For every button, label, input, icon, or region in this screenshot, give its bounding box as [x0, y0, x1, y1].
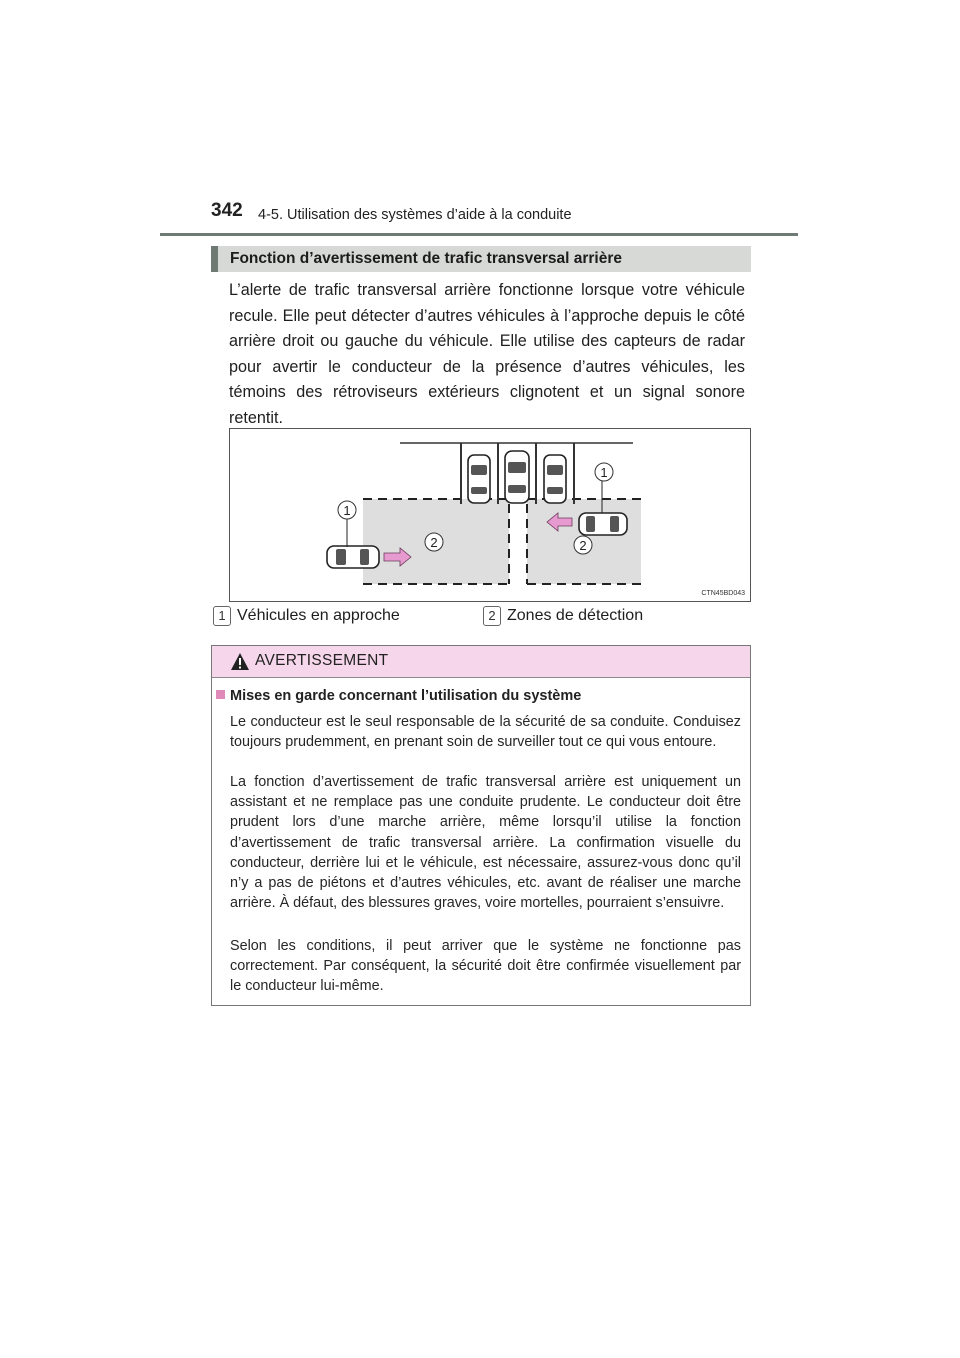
warning-icon [230, 652, 250, 671]
figure-code: CTN45BD043 [701, 590, 745, 597]
parked-car [468, 455, 490, 503]
callout-label: 1 [343, 503, 351, 518]
chapter-title: 4-5. Utilisation des systèmes d’aide à la conduite [258, 207, 572, 223]
warning-paragraph: Le conducteur est le seul responsable de la sécurité de sa conduite. Conduisez toujours prudemment, en prenant soin de surveiller tout ce qui vous entoure. [230, 714, 741, 751]
callout-1-left [338, 501, 356, 519]
callout-2-left [425, 533, 443, 551]
reversing-car [505, 451, 529, 503]
approaching-car-right [579, 513, 627, 535]
callout-1-right [595, 463, 613, 481]
callout-label: 2 [430, 535, 438, 550]
legend-number: 2 [483, 606, 501, 626]
page-number: 342 [211, 200, 243, 221]
legend-item [483, 606, 643, 628]
warning-paragraph: La fonction d’avertissement de trafic transversal arrière est uniquement un assistant et ne remplace pas une conduite prudente. Le conducteur doit être prudent lors d’une marche arrière, même lorsqu’il utilise la fonction d’avertissement de trafic transversal arrière. La confirmation visuelle du conducteur, derrière lui et le véhicule, est nécessaire, assurez-vous donc qu’il n’y a pas de piétons et d’autres véhicules, etc. avant de réaliser une marche arrière. À défaut, des blessures graves, voire mortelles, pourraient s’ensuivre. [230, 774, 741, 912]
legend-number: 1 [213, 606, 231, 626]
header-rule [160, 233, 798, 236]
warning-bullet-title: Mises en garde concernant l’utilisation du système [230, 688, 582, 704]
warning-title: AVERTISSEMENT [255, 652, 389, 669]
intro-paragraph: L’alerte de trafic transversal arrière fonctionne lorsque votre véhicule recule. Elle peut détecter d’autres véhicules à l’approche depuis le côté arrière droit ou gauche du véhicule. Elle utilise des capteurs de radar pour avertir le conducteur de la présence d’autres véhicules, les témoins des rétroviseurs extérieurs clignotent et un signal sonore retentit. [229, 281, 745, 427]
page-header [0, 0, 960, 240]
approaching-car-left [327, 546, 379, 568]
figure-rear-cross-traffic [229, 428, 751, 602]
section-title: Fonction d’avertissement de trafic transversal arrière [230, 250, 622, 267]
warning-box [211, 645, 751, 1006]
callout-label: 2 [579, 538, 587, 553]
warning-paragraph: Selon les conditions, il peut arriver que le système ne fonctionne pas correctement. Par conséquent, la sécurité doit être confirmée visuellement par le conducteur lui-même. [230, 938, 741, 995]
bullet-square-icon [216, 690, 225, 699]
warning-header [212, 646, 750, 678]
legend-label: Zones de détection [507, 607, 644, 624]
parking-diagram [230, 429, 750, 601]
parked-car [544, 455, 566, 503]
section-title-bar [211, 246, 751, 272]
callout-label: 1 [600, 465, 608, 480]
warning-bullet [216, 688, 581, 704]
legend-item [213, 606, 400, 628]
callout-2-right [574, 536, 592, 554]
legend-label: Véhicules en approche [237, 607, 400, 624]
